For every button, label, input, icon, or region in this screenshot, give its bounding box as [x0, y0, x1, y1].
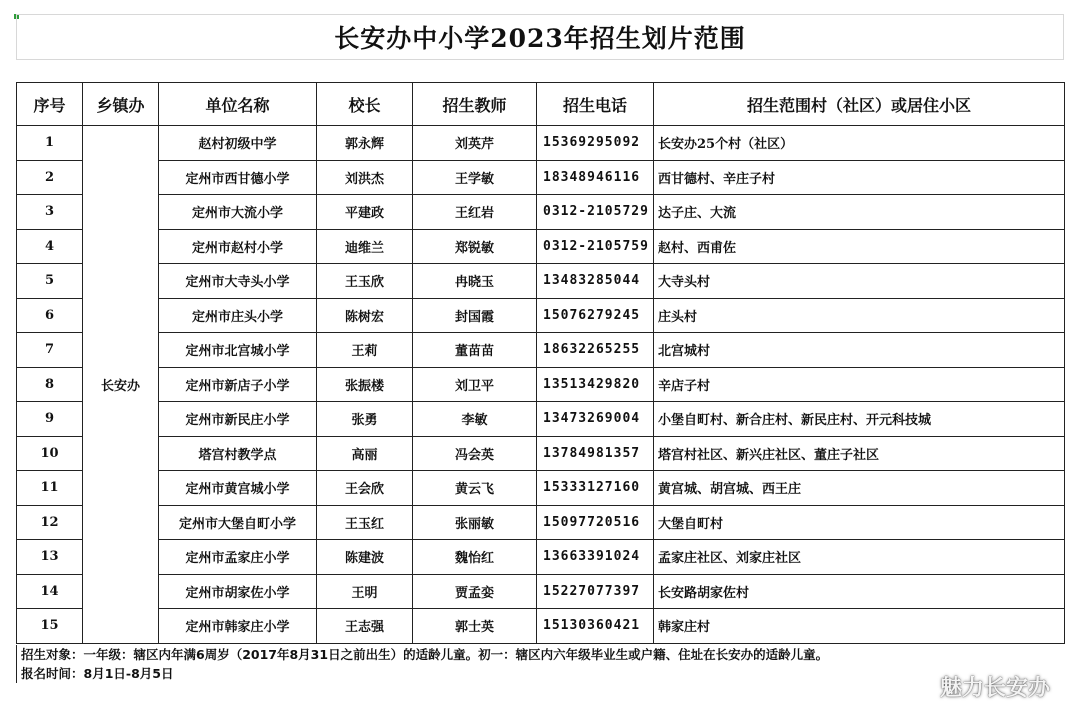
cell-no: 10	[17, 436, 83, 471]
header-phone: 招生电话	[537, 83, 654, 126]
cell-phone: 13784981357	[537, 436, 654, 471]
cell-teacher: 刘卫平	[413, 367, 537, 402]
cell-teacher: 魏怡红	[413, 540, 537, 575]
cell-no: 14	[17, 574, 83, 609]
cell-principal: 王莉	[317, 333, 413, 368]
table-row	[17, 402, 1065, 437]
cell-area: 长安办25个村（社区）	[654, 126, 1065, 161]
cell-area: 赵村、西甫佐	[654, 229, 1065, 264]
cell-no: 3	[17, 195, 83, 230]
cell-school: 定州市大寺头小学	[159, 264, 317, 299]
cell-no: 15	[17, 609, 83, 644]
cell-area: 达子庄、大流	[654, 195, 1065, 230]
cell-principal: 王明	[317, 574, 413, 609]
cell-no: 8	[17, 367, 83, 402]
cell-phone: 15130360421	[537, 609, 654, 644]
cell-principal: 张勇	[317, 402, 413, 437]
page-title: 长安办中小学2023年招生划片范围	[16, 14, 1064, 60]
enrollment-table	[16, 82, 1065, 644]
table-row	[17, 609, 1065, 644]
cell-teacher: 冯会英	[413, 436, 537, 471]
cell-phone: 13663391024	[537, 540, 654, 575]
table-row	[17, 436, 1065, 471]
cell-area: 孟家庄社区、刘家庄社区	[654, 540, 1065, 575]
table-row	[17, 471, 1065, 506]
cell-school: 塔宫村教学点	[159, 436, 317, 471]
cell-area: 小堡自町村、新合庄村、新民庄村、开元科技城	[654, 402, 1065, 437]
cell-principal: 陈树宏	[317, 298, 413, 333]
cell-no: 9	[17, 402, 83, 437]
cell-no: 4	[17, 229, 83, 264]
table-row	[17, 195, 1065, 230]
cell-area: 北宫城村	[654, 333, 1065, 368]
table-row	[17, 505, 1065, 540]
cell-no: 2	[17, 160, 83, 195]
cell-teacher: 郑锐敏	[413, 229, 537, 264]
cell-principal: 陈建波	[317, 540, 413, 575]
table-row	[17, 160, 1065, 195]
enrollment-sheet	[16, 14, 1064, 706]
cell-school: 定州市大流小学	[159, 195, 317, 230]
cell-phone: 13513429820	[537, 367, 654, 402]
cell-phone: 15076279245	[537, 298, 654, 333]
cell-principal: 王玉红	[317, 505, 413, 540]
cell-no: 12	[17, 505, 83, 540]
cell-school: 定州市新民庄小学	[159, 402, 317, 437]
cell-school: 定州市大堡自町小学	[159, 505, 317, 540]
cell-teacher: 王学敏	[413, 160, 537, 195]
cell-teacher: 郭士英	[413, 609, 537, 644]
cell-teacher: 王红岩	[413, 195, 537, 230]
cell-school: 定州市北宫城小学	[159, 333, 317, 368]
table-row	[17, 540, 1065, 575]
cell-teacher: 贾孟娈	[413, 574, 537, 609]
table-row	[17, 298, 1065, 333]
header-no: 序号	[17, 83, 83, 126]
cell-principal: 张振楼	[317, 367, 413, 402]
registration-time-note: 报名时间：8月1日-8月5日	[21, 666, 174, 681]
table-row	[17, 126, 1065, 161]
cell-principal: 刘洪杰	[317, 160, 413, 195]
cell-principal: 高丽	[317, 436, 413, 471]
cell-teacher: 张丽敏	[413, 505, 537, 540]
cell-school: 定州市胡家佐小学	[159, 574, 317, 609]
header-town: 乡镇办	[83, 83, 159, 126]
cell-school: 定州市新店子小学	[159, 367, 317, 402]
cell-area: 辛店子村	[654, 367, 1065, 402]
cell-principal: 王会欣	[317, 471, 413, 506]
cell-area: 大堡自町村	[654, 505, 1065, 540]
cell-teacher: 封国霞	[413, 298, 537, 333]
cell-phone: 15227077397	[537, 574, 654, 609]
cell-phone: 0312-2105729	[537, 195, 654, 230]
cell-no: 11	[17, 471, 83, 506]
cell-teacher: 冉晓玉	[413, 264, 537, 299]
watermark	[900, 671, 1050, 702]
enrollment-target-note: 招生对象：一年级：辖区内年满6周岁（2017年8月31日之前出生）的适龄儿童。初一：辖区内六年级毕业生或户籍、住址在长安办的适龄儿童。	[21, 647, 829, 662]
cell-area: 庄头村	[654, 298, 1065, 333]
wechat-icon	[900, 673, 934, 701]
cell-area: 韩家庄村	[654, 609, 1065, 644]
header-teacher: 招生教师	[413, 83, 537, 126]
cell-school: 赵村初级中学	[159, 126, 317, 161]
cell-school: 定州市赵村小学	[159, 229, 317, 264]
header-school: 单位名称	[159, 83, 317, 126]
cell-principal: 迪维兰	[317, 229, 413, 264]
cell-principal: 王志强	[317, 609, 413, 644]
table-header-row	[17, 83, 1065, 126]
cell-phone: 13473269004	[537, 402, 654, 437]
watermark-text: 魅力长安办	[939, 676, 1050, 701]
cell-school: 定州市黄宫城小学	[159, 471, 317, 506]
cell-area: 塔宫村社区、新兴庄社区、董庄子社区	[654, 436, 1065, 471]
cell-teacher: 李敏	[413, 402, 537, 437]
cell-school: 定州市韩家庄小学	[159, 609, 317, 644]
table-row	[17, 333, 1065, 368]
cell-no: 7	[17, 333, 83, 368]
table-row	[17, 264, 1065, 299]
cell-teacher: 董苗苗	[413, 333, 537, 368]
cell-phone: 15333127160	[537, 471, 654, 506]
cell-principal: 平建政	[317, 195, 413, 230]
cell-phone: 15369295092	[537, 126, 654, 161]
cell-teacher: 刘英芹	[413, 126, 537, 161]
cell-phone: 18632265255	[537, 333, 654, 368]
cell-no: 5	[17, 264, 83, 299]
header-area: 招生范围村（社区）或居住小区	[654, 83, 1065, 126]
cell-phone: 18348946116	[537, 160, 654, 195]
cell-area: 长安路胡家佐村	[654, 574, 1065, 609]
cell-no: 13	[17, 540, 83, 575]
table-row	[17, 367, 1065, 402]
cell-school: 定州市孟家庄小学	[159, 540, 317, 575]
table-row	[17, 574, 1065, 609]
cell-phone: 13483285044	[537, 264, 654, 299]
cell-phone: 0312-2105759	[537, 229, 654, 264]
cell-teacher: 黄云飞	[413, 471, 537, 506]
cell-principal: 王玉欣	[317, 264, 413, 299]
cell-school: 定州市庄头小学	[159, 298, 317, 333]
cell-school: 定州市西甘德小学	[159, 160, 317, 195]
cell-principal: 郭永辉	[317, 126, 413, 161]
cell-area: 黄宫城、胡宫城、西王庄	[654, 471, 1065, 506]
cell-no: 6	[17, 298, 83, 333]
table-row	[17, 229, 1065, 264]
cell-no: 1	[17, 126, 83, 161]
cell-area: 大寺头村	[654, 264, 1065, 299]
header-principal: 校长	[317, 83, 413, 126]
cell-phone: 15097720516	[537, 505, 654, 540]
cell-town: 长安办	[83, 126, 159, 644]
cell-area: 西甘德村、辛庄子村	[654, 160, 1065, 195]
